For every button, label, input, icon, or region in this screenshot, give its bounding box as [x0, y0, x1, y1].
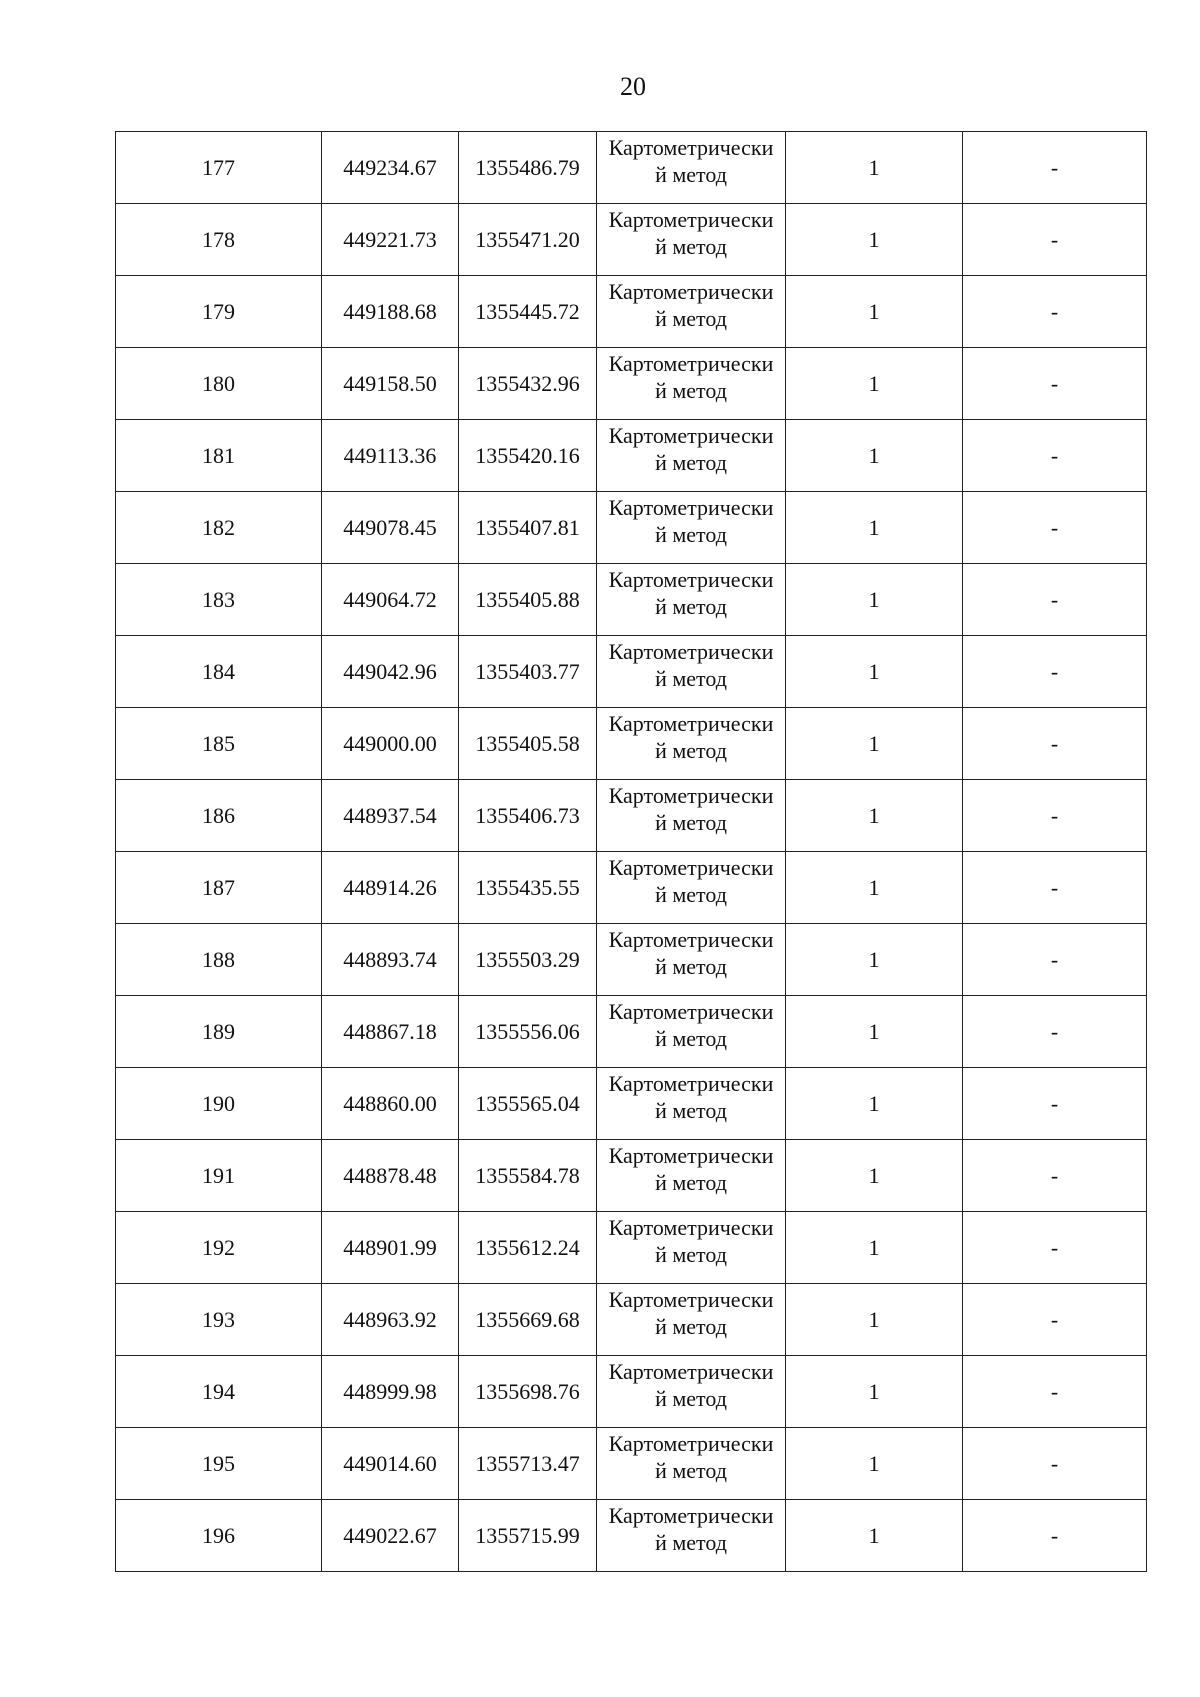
- table-row: [116, 1356, 1147, 1428]
- accuracy-cell: 1: [786, 1284, 963, 1356]
- table-row: [116, 348, 1147, 420]
- method-cell: [597, 492, 786, 564]
- point-number-cell: 184: [116, 636, 322, 708]
- x-coordinate-cell: 448893.74: [322, 924, 459, 996]
- method-cell: [597, 708, 786, 780]
- note-cell: -: [963, 1500, 1147, 1572]
- method-text-line-2: й метод: [655, 162, 727, 187]
- x-coordinate-cell: 449188.68: [322, 276, 459, 348]
- method-cell: [597, 1356, 786, 1428]
- method-cell: [597, 1284, 786, 1356]
- x-coordinate-cell: 449221.73: [322, 204, 459, 276]
- method-text-line-2: й метод: [655, 1458, 727, 1483]
- note-cell: -: [963, 780, 1147, 852]
- x-coordinate-cell: 449022.67: [322, 1500, 459, 1572]
- table-row: [116, 924, 1147, 996]
- method-cell: [597, 1068, 786, 1140]
- point-number-cell: 188: [116, 924, 322, 996]
- x-coordinate-cell: 448999.98: [322, 1356, 459, 1428]
- method-text-line-2: й метод: [655, 1098, 727, 1123]
- point-number-cell: 186: [116, 780, 322, 852]
- table-row: [116, 132, 1147, 204]
- page-number: 20: [620, 72, 646, 101]
- table-row: [116, 708, 1147, 780]
- method-text-line-1: Картометрически: [608, 135, 774, 160]
- method-text-line-1: Картометрически: [608, 999, 774, 1024]
- y-coordinate-cell: 1355445.72: [459, 276, 597, 348]
- method-text-line-2: й метод: [655, 1386, 727, 1411]
- method-text-line-2: й метод: [655, 810, 727, 835]
- table-row: [116, 1284, 1147, 1356]
- method-cell: [597, 1428, 786, 1500]
- note-cell: -: [963, 996, 1147, 1068]
- y-coordinate-cell: 1355669.68: [459, 1284, 597, 1356]
- y-coordinate-cell: 1355420.16: [459, 420, 597, 492]
- accuracy-cell: 1: [786, 924, 963, 996]
- accuracy-cell: 1: [786, 1428, 963, 1500]
- method-text-line-1: Картометрически: [608, 1215, 774, 1240]
- note-cell: -: [963, 132, 1147, 204]
- accuracy-cell: 1: [786, 708, 963, 780]
- accuracy-cell: 1: [786, 348, 963, 420]
- y-coordinate-cell: 1355471.20: [459, 204, 597, 276]
- point-number-cell: 189: [116, 996, 322, 1068]
- method-cell: [597, 132, 786, 204]
- x-coordinate-cell: 448860.00: [322, 1068, 459, 1140]
- y-coordinate-cell: 1355584.78: [459, 1140, 597, 1212]
- y-coordinate-cell: 1355698.76: [459, 1356, 597, 1428]
- method-text-line-1: Картометрически: [608, 639, 774, 664]
- y-coordinate-cell: 1355556.06: [459, 996, 597, 1068]
- note-cell: -: [963, 492, 1147, 564]
- method-text-line-2: й метод: [655, 234, 727, 259]
- accuracy-cell: 1: [786, 636, 963, 708]
- method-text-line-1: Картометрически: [608, 495, 774, 520]
- x-coordinate-cell: 448963.92: [322, 1284, 459, 1356]
- table-row: [116, 1500, 1147, 1572]
- x-coordinate-cell: 449078.45: [322, 492, 459, 564]
- method-text-line-1: Картометрически: [608, 279, 774, 304]
- method-text-line-1: Картометрически: [608, 1143, 774, 1168]
- point-number-cell: 182: [116, 492, 322, 564]
- table-row: [116, 420, 1147, 492]
- method-cell: [597, 564, 786, 636]
- point-number-cell: 190: [116, 1068, 322, 1140]
- point-number-cell: 191: [116, 1140, 322, 1212]
- x-coordinate-cell: 449234.67: [322, 132, 459, 204]
- method-text-line-2: й метод: [655, 594, 727, 619]
- y-coordinate-cell: 1355406.73: [459, 780, 597, 852]
- note-cell: -: [963, 348, 1147, 420]
- method-text-line-1: Картометрически: [608, 927, 774, 952]
- method-text-line-2: й метод: [655, 954, 727, 979]
- method-cell: [597, 276, 786, 348]
- method-text-line-1: Картометрически: [608, 1431, 774, 1456]
- note-cell: -: [963, 1212, 1147, 1284]
- accuracy-cell: 1: [786, 204, 963, 276]
- accuracy-cell: 1: [786, 1212, 963, 1284]
- table-row: [116, 1212, 1147, 1284]
- coordinates-table-body: [116, 132, 1147, 1572]
- table-row: [116, 1428, 1147, 1500]
- table-row: [116, 780, 1147, 852]
- method-cell: [597, 1140, 786, 1212]
- y-coordinate-cell: 1355565.04: [459, 1068, 597, 1140]
- point-number-cell: 187: [116, 852, 322, 924]
- note-cell: -: [963, 1140, 1147, 1212]
- method-text-line-1: Картометрически: [608, 567, 774, 592]
- x-coordinate-cell: 449064.72: [322, 564, 459, 636]
- table-row: [116, 276, 1147, 348]
- point-number-cell: 192: [116, 1212, 322, 1284]
- note-cell: -: [963, 708, 1147, 780]
- x-coordinate-cell: 448901.99: [322, 1212, 459, 1284]
- method-cell: [597, 1212, 786, 1284]
- accuracy-cell: 1: [786, 492, 963, 564]
- note-cell: -: [963, 564, 1147, 636]
- x-coordinate-cell: 449014.60: [322, 1428, 459, 1500]
- method-cell: [597, 996, 786, 1068]
- method-text-line-1: Картометрически: [608, 711, 774, 736]
- accuracy-cell: 1: [786, 132, 963, 204]
- note-cell: -: [963, 1284, 1147, 1356]
- method-text-line-2: й метод: [655, 1170, 727, 1195]
- point-number-cell: 177: [116, 132, 322, 204]
- method-text-line-1: Картометрически: [608, 1287, 774, 1312]
- point-number-cell: 180: [116, 348, 322, 420]
- point-number-cell: 193: [116, 1284, 322, 1356]
- method-text-line-2: й метод: [655, 1242, 727, 1267]
- method-text-line-2: й метод: [655, 378, 727, 403]
- table-row: [116, 564, 1147, 636]
- point-number-cell: 195: [116, 1428, 322, 1500]
- method-text-line-2: й метод: [655, 882, 727, 907]
- method-cell: [597, 1500, 786, 1572]
- method-cell: [597, 420, 786, 492]
- table-row: [116, 1068, 1147, 1140]
- y-coordinate-cell: 1355486.79: [459, 132, 597, 204]
- method-text-line-2: й метод: [655, 1314, 727, 1339]
- y-coordinate-cell: 1355407.81: [459, 492, 597, 564]
- method-text-line-1: Картометрически: [608, 1359, 774, 1384]
- note-cell: -: [963, 420, 1147, 492]
- method-cell: [597, 852, 786, 924]
- table-row: [116, 204, 1147, 276]
- point-number-cell: 181: [116, 420, 322, 492]
- method-text-line-2: й метод: [655, 1530, 727, 1555]
- method-cell: [597, 780, 786, 852]
- accuracy-cell: 1: [786, 276, 963, 348]
- accuracy-cell: 1: [786, 420, 963, 492]
- table-row: [116, 492, 1147, 564]
- method-text-line-2: й метод: [655, 666, 727, 691]
- table-row: [116, 996, 1147, 1068]
- y-coordinate-cell: 1355403.77: [459, 636, 597, 708]
- method-text-line-1: Картометрически: [608, 1503, 774, 1528]
- y-coordinate-cell: 1355432.96: [459, 348, 597, 420]
- method-text-line-1: Картометрически: [608, 207, 774, 232]
- note-cell: -: [963, 852, 1147, 924]
- y-coordinate-cell: 1355715.99: [459, 1500, 597, 1572]
- x-coordinate-cell: 448914.26: [322, 852, 459, 924]
- y-coordinate-cell: 1355503.29: [459, 924, 597, 996]
- x-coordinate-cell: 448867.18: [322, 996, 459, 1068]
- note-cell: -: [963, 636, 1147, 708]
- point-number-cell: 185: [116, 708, 322, 780]
- method-text-line-1: Картометрически: [608, 351, 774, 376]
- accuracy-cell: 1: [786, 780, 963, 852]
- point-number-cell: 178: [116, 204, 322, 276]
- accuracy-cell: 1: [786, 1140, 963, 1212]
- method-text-line-2: й метод: [655, 450, 727, 475]
- method-text-line-1: Картометрически: [608, 423, 774, 448]
- accuracy-cell: 1: [786, 1500, 963, 1572]
- note-cell: -: [963, 1428, 1147, 1500]
- method-text-line-1: Картометрически: [608, 1071, 774, 1096]
- x-coordinate-cell: 449000.00: [322, 708, 459, 780]
- table-row: [116, 852, 1147, 924]
- method-text-line-2: й метод: [655, 738, 727, 763]
- method-cell: [597, 204, 786, 276]
- coordinates-table: [115, 131, 1147, 1572]
- method-text-line-1: Картометрически: [608, 783, 774, 808]
- point-number-cell: 194: [116, 1356, 322, 1428]
- note-cell: -: [963, 924, 1147, 996]
- accuracy-cell: 1: [786, 1356, 963, 1428]
- method-cell: [597, 348, 786, 420]
- note-cell: -: [963, 1356, 1147, 1428]
- method-text-line-1: Картометрически: [608, 855, 774, 880]
- accuracy-cell: 1: [786, 564, 963, 636]
- note-cell: -: [963, 1068, 1147, 1140]
- method-text-line-2: й метод: [655, 1026, 727, 1051]
- y-coordinate-cell: 1355405.88: [459, 564, 597, 636]
- table-row: [116, 636, 1147, 708]
- x-coordinate-cell: 449113.36: [322, 420, 459, 492]
- point-number-cell: 183: [116, 564, 322, 636]
- x-coordinate-cell: 448937.54: [322, 780, 459, 852]
- method-cell: [597, 636, 786, 708]
- y-coordinate-cell: 1355713.47: [459, 1428, 597, 1500]
- x-coordinate-cell: 449042.96: [322, 636, 459, 708]
- accuracy-cell: 1: [786, 996, 963, 1068]
- accuracy-cell: 1: [786, 852, 963, 924]
- y-coordinate-cell: 1355612.24: [459, 1212, 597, 1284]
- note-cell: -: [963, 204, 1147, 276]
- method-text-line-2: й метод: [655, 306, 727, 331]
- x-coordinate-cell: 448878.48: [322, 1140, 459, 1212]
- point-number-cell: 196: [116, 1500, 322, 1572]
- point-number-cell: 179: [116, 276, 322, 348]
- table-row: [116, 1140, 1147, 1212]
- x-coordinate-cell: 449158.50: [322, 348, 459, 420]
- accuracy-cell: 1: [786, 1068, 963, 1140]
- method-text-line-2: й метод: [655, 522, 727, 547]
- y-coordinate-cell: 1355405.58: [459, 708, 597, 780]
- note-cell: -: [963, 276, 1147, 348]
- y-coordinate-cell: 1355435.55: [459, 852, 597, 924]
- method-cell: [597, 924, 786, 996]
